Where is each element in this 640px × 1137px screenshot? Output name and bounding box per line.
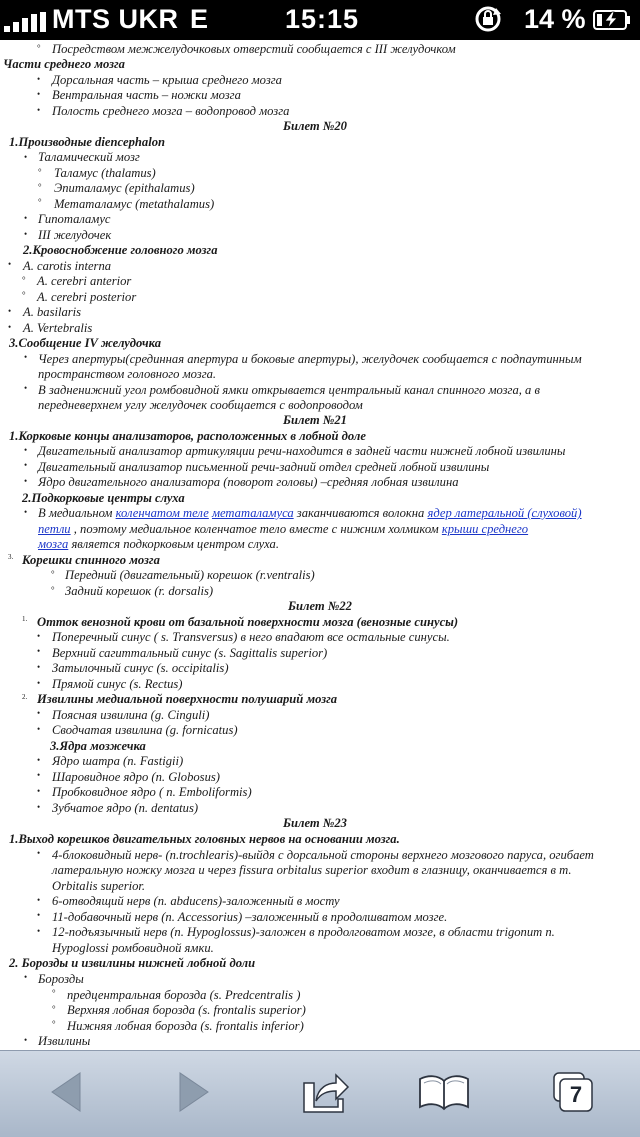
list-item: Нижняя лобная борозда (s. frontalis inferior) xyxy=(67,1019,304,1033)
list-item-cont: Hypoglossi ромбовидной ямки. xyxy=(52,941,214,955)
list-item-cont: петли , поэтому медиальное коленчатое тело вместе с нижним холмиком крыши среднего xyxy=(38,522,529,536)
list-item: В задненижний угол ромбовидной ямки открывается центральный канал спинного мозга, а в xyxy=(38,383,540,397)
list-item: Таламус (thalamus) xyxy=(54,166,156,180)
list-item: Передний (двигательный) корешок (r.ventralis) xyxy=(65,568,315,582)
list-item: Двигательный анализатор артикуляции речи-находится в задней части нижней лобной извилины xyxy=(38,444,566,458)
section-heading: 2.Подкорковые центры слуха xyxy=(22,491,185,505)
list-item: Через апертуры(срединная апертура и боковые апертуры), желудочек сообщается с подпаутинным xyxy=(38,352,582,366)
link-loop[interactable]: петли xyxy=(38,522,71,536)
list-marker: 2. xyxy=(22,693,28,701)
list-item: Прямой синус (s. Rectus) xyxy=(52,677,183,691)
section-heading: Корешки спинного мозга xyxy=(22,553,160,567)
list-item: 12-подъязычный нерв (n. Hypoglossus)-заложен в продолговатом мозге, в области trigonит n. xyxy=(52,925,555,939)
list-item: Метаталамус (metathalamus) xyxy=(54,197,215,211)
tabs-button[interactable] xyxy=(548,1069,596,1115)
list-item: Ядро двигательного анализатора (поворот головы) –средняя лобная извилина xyxy=(38,475,459,489)
list-item: Таламический мозг xyxy=(38,150,140,164)
list-item: Посредством межжелудочковых отверстий сообщается с III желудочком xyxy=(52,42,456,56)
forward-icon[interactable] xyxy=(174,1069,214,1115)
list-item: III желудочек xyxy=(38,228,112,242)
battery-percentage: 14 % xyxy=(524,4,586,34)
section-heading: 3.Ядра мозжечка xyxy=(50,739,146,753)
list-item: Поясная извилина (g. Cinguli) xyxy=(52,708,210,722)
list-item: A. cerebri anterior xyxy=(37,274,132,288)
section-heading: Извилины медиальной поверхности полушарий мозга xyxy=(37,692,338,706)
list-marker: 1. xyxy=(22,615,28,623)
document-view[interactable]: ° Посредством межжелудочковых отверстий сообщается с III желудочком Части среднего мозга • Дорсальная часть – крыша среднего мозга • Вентральная часть – ножки мозга • Полость среднего мозга – водопровод мозга Билет №20 1.Производные diencephalon • Таламический мозг ° Таламус (thalamus) ° Эпиталамус (epithalamus) ° Метаталамус (metathalamus) • Гипоталамус • III желудочек 2.Кровоснобжение головного мозга • A. carotis interna ° A. cerebri anterior ° A. cerebri posterior • A. basilaris • A. Vertebralis 3.Сообщение IV желудочка • Через апертуры(срединная апертура и боковые апертуры), желудочек сообщается с подпаутинным пространством головного мозга. • В задненижний угол ромбовидной ямки открывается центральный канал спинного мозга, а в передневерхнем углу желудочек сообщается с водопроводом Билет №21 1.Корковые концы анализаторов, расположенных в лобной доле • Двигательный анализатор артикуляции речи-находится в задней части нижней лобной извилины • Двигательный анализатор письменной речи-задний отдел средней лобной извилины • Ядро двигательного анализатора (поворот головы) –средняя лобная извилина 2.Подкорковые центры слуха • В медиальном коленчатом теле метаталамуса заканчиваются волокна ядер латеральной (слуховой) петли , поэтому медиальное коленчатое тело вместе с нижним холмиком крыши среднего мозга является подкорковым центром слуха. 3. Корешки спинного мозга ° Передний (двигательный) корешок (r.ventralis) ° Задний корешок (r. dorsalis) Билет №22 1. Отток венозной крови от базальной поверхности мозга (венозные синусы) • Поперечный синус ( s. Transversus) в него впадают все остальные синусы. • Верхний сагиттальный синус (s. Sagittalis superior) • Затылочный синус (s. occipitalis) • Прямой синус (s. Rectus) 2. Извилины медиальной поверхности полушарий мозга • Поясная извилина (g. Cinguli) • Сводчатая извилина (g. fornicatus) 3.Ядра мозжечка • Ядро шатра (n. Fastigii) • Шаровидное ядро (n. Globosus) • Пробковидное ядро ( n. Emboliformis) • Зубчатое ядро (n. dentatus) Билет №23 1.Выход корешков двигательных головных нервов на основании мозга. • 4-блоковидный нерв- (n.trochlearis)-выйдя с дорсальной стороны верхнего мозгового паруса, огибает латеральную ножку мозга и через fissura orbitalus superior входит в глазницу, оканчивается в т. Orbitalis superior. • 6-отводящий нерв (n. abducens)-заложенный в мосту • 11-добавочный нерв (n. Accessorius) –заложенный в продолшватом мозге. • 12-подъязычный нерв (n. Hypoglossus)-заложен в продолговатом мозге, в области trigonит n. Hypoglossi ромбовидной ямки. 2. Борозды и извилины нижней лобной доли • Борозды ° предцентральная борозда (s. Predcentralis ) ° Верхняя лобная борозда (s. frontalis superior) ° Нижняя лобная борозда (s. frontalis inferior) • Извилины xyxy=(0,40,640,1050)
list-item: Дорсальная часть – крыша среднего мозга xyxy=(52,73,282,87)
list-item-cont: латеральную ножку мозга и через fissura orbitalus superior входит в глазницу, оканчивается в т. xyxy=(52,863,572,877)
list-item: Эпиталамус (epithalamus) xyxy=(54,181,195,195)
battery-icon xyxy=(593,10,631,30)
section-heading: 1.Выход корешков двигательных головных нервов на основании мозга. xyxy=(9,832,400,846)
orientation-lock-icon xyxy=(474,5,502,33)
section-heading: 1.Производные diencephalon xyxy=(9,135,166,149)
list-item: Ядро шатра (n. Fastigii) xyxy=(52,754,184,768)
network-type: E xyxy=(190,4,209,34)
tab-count: 7 xyxy=(569,1082,583,1107)
list-item: Пробковидное ядро ( n. Emboliformis) xyxy=(52,785,252,799)
back-icon[interactable] xyxy=(46,1069,86,1115)
list-item: 11-добавочный нерв (n. Accessorius) –заложенный в продолшватом мозге. xyxy=(52,910,448,924)
link-lateral-loop-nuclei[interactable]: ядер латеральной (слуховой) xyxy=(427,506,582,520)
bookmarks-icon[interactable] xyxy=(416,1069,472,1115)
share-icon[interactable] xyxy=(298,1069,350,1115)
list-item-cont: передневерхнем углу желудочек сообщается с водопроводом xyxy=(38,398,363,412)
list-item: 4-блоковидный нерв- (n.trochlearis)-выйдя с дорсальной стороны верхнего мозгового паруса, огибает xyxy=(52,848,594,862)
list-item: 6-отводящий нерв (n. abducens)-заложенный в мосту xyxy=(52,894,340,908)
list-item: A. cerebri posterior xyxy=(37,290,137,304)
list-item: A. carotis interna xyxy=(23,259,112,273)
list-item-cont: пространством головного мозга. xyxy=(38,367,217,381)
list-item-cont: мозга является подкорковым центром слуха. xyxy=(38,537,279,551)
list-item: Зубчатое ядро (n. dentatus) xyxy=(52,801,199,815)
browser-toolbar xyxy=(0,1050,640,1137)
clock: 15:15 xyxy=(285,4,360,34)
list-item: Двигательный анализатор письменной речи-задний отдел средней лобной извилины xyxy=(38,460,490,474)
ticket-heading: Билет №20 xyxy=(283,119,347,133)
list-item: Верхний сагиттальный синус (s. Sagittalis superior) xyxy=(52,646,328,660)
list-item: Полость среднего мозга – водопровод мозга xyxy=(52,104,290,118)
section-heading: Части среднего мозга xyxy=(3,57,125,71)
list-item: A. basilaris xyxy=(23,305,82,319)
status-bar xyxy=(0,0,640,40)
list-item: Борозды xyxy=(38,972,84,986)
link-brain[interactable]: мозга xyxy=(38,537,69,551)
list-item: Извилины xyxy=(38,1034,91,1048)
list-item: Шаровидное ядро (n. Globosus) xyxy=(52,770,220,784)
list-item: предцентральная борозда (s. Predcentralis ) xyxy=(67,988,301,1002)
link-midbrain-roof[interactable]: крыши среднего xyxy=(441,522,529,536)
ticket-heading: Билет №22 xyxy=(288,599,352,613)
section-heading: 1.Корковые концы анализаторов, расположенных в лобной доле xyxy=(9,429,366,443)
list-item: Вентральная часть – ножки мозга xyxy=(52,88,241,102)
link-metathalamus[interactable]: метаталамуса xyxy=(211,506,294,520)
ticket-heading: Билет №23 xyxy=(283,816,347,830)
list-item: Верхняя лобная борозда (s. frontalis superior) xyxy=(67,1003,306,1017)
section-heading: Отток венозной крови от базальной поверхности мозга (венозные синусы) xyxy=(37,615,459,629)
carrier-name: MTS UKR xyxy=(52,4,179,34)
ticket-heading: Билет №21 xyxy=(283,413,347,427)
list-item: Сводчатая извилина (g. fornicatus) xyxy=(52,723,238,737)
list-item: A. Vertebralis xyxy=(23,321,93,335)
section-heading: 2.Кровоснобжение головного мозга xyxy=(23,243,218,257)
link-geniculate-body[interactable]: коленчатом теле xyxy=(115,506,209,520)
list-marker: 3. xyxy=(8,553,14,561)
list-item: Затылочный синус (s. occipitalis) xyxy=(52,661,229,675)
list-item: Гипоталамус xyxy=(38,212,111,226)
list-item: В медиальном коленчатом теле метаталамуса заканчиваются волокна ядер латеральной (слуховой) xyxy=(38,506,582,520)
list-item: Поперечный синус ( s. Transversus) в него впадают все остальные синусы. xyxy=(52,630,450,644)
section-heading: 2. Борозды и извилины нижней лобной доли xyxy=(9,956,256,970)
list-item-cont: Orbitalis superior. xyxy=(52,879,146,893)
section-heading: 3.Сообщение IV желудочка xyxy=(9,336,161,350)
list-item: Задний корешок (r. dorsalis) xyxy=(65,584,214,598)
